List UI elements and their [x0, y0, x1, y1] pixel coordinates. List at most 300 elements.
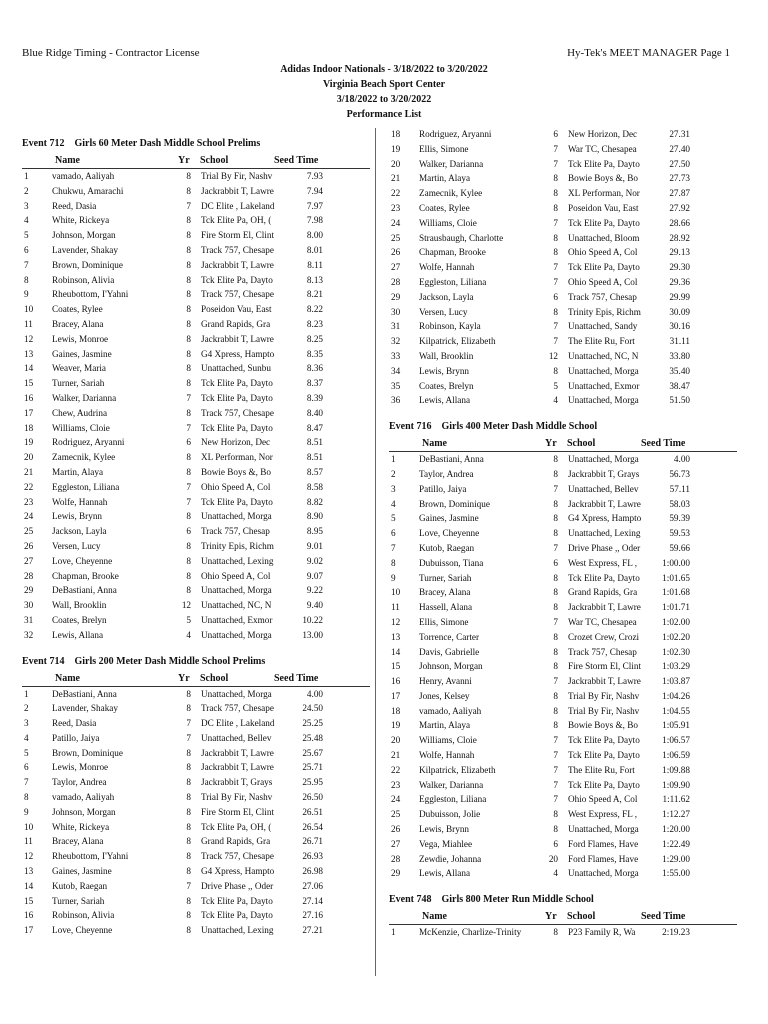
table-header	[22, 153, 370, 169]
seed-time: 27.21	[302, 925, 323, 936]
athlete-name: Lavender, Shakay	[52, 244, 118, 255]
place: 5	[391, 513, 396, 524]
year: 4	[553, 395, 558, 406]
athlete-name: Williams, Cloie	[419, 217, 477, 228]
athlete-name: Gaines, Jasmine	[419, 513, 479, 524]
year: 7	[553, 321, 558, 332]
school: Tck Elite Pa, Dayto	[568, 262, 640, 273]
table-row	[22, 509, 370, 524]
col-header-name: Name	[422, 911, 447, 923]
athlete-name: Kutob, Raegan	[52, 880, 108, 891]
table-row	[22, 302, 370, 317]
year: 8	[553, 809, 558, 820]
seed-time: 7.98	[306, 215, 323, 226]
year: 8	[186, 289, 191, 300]
table-row	[389, 467, 737, 482]
table-row	[22, 746, 370, 761]
table-row	[22, 406, 370, 421]
school: Drive Phase ,, Oder	[568, 542, 641, 553]
table-row	[389, 541, 737, 556]
school: Tck Elite Pa, Dayto	[568, 735, 640, 746]
col-header-yr: Yr	[178, 672, 190, 684]
place: 25	[24, 526, 34, 537]
year: 7	[553, 676, 558, 687]
athlete-name: Gaines, Jasmine	[52, 866, 112, 877]
seed-time: 25.71	[302, 762, 323, 773]
seed-time: 1:12.27	[662, 809, 690, 820]
seed-time: 8.57	[306, 466, 323, 477]
school: Trial By Fir, Nashv	[201, 792, 273, 803]
seed-time: 8.36	[306, 363, 323, 374]
year: 8	[186, 466, 191, 477]
table-row	[22, 184, 370, 199]
table-row	[22, 849, 370, 864]
school: Jackrabbit T, Lawre	[201, 259, 274, 270]
table-header	[389, 909, 737, 925]
place: 10	[391, 587, 401, 598]
year: 8	[186, 244, 191, 255]
athlete-name: Bracey, Alana	[52, 836, 104, 847]
place: 1	[391, 927, 396, 938]
seed-time: 8.37	[306, 378, 323, 389]
col-header-name: Name	[55, 155, 80, 166]
software-page-header: Hy-Tek's MEET MANAGER Page 1	[567, 47, 730, 59]
athlete-name: Lewis, Monroe	[52, 762, 109, 773]
place: 21	[391, 750, 401, 761]
athlete-name: Versen, Lucy	[52, 540, 101, 551]
year: 8	[186, 806, 191, 817]
school: Track 757, Chesape	[201, 407, 274, 418]
place: 14	[24, 363, 34, 374]
athlete-name: Kutob, Raegan	[419, 542, 475, 553]
athlete-name: Rheubottom, I'Yahni	[52, 851, 129, 862]
place: 17	[24, 925, 34, 936]
school: Unattached, Morga	[201, 688, 272, 699]
place: 9	[24, 806, 29, 817]
table-row	[22, 687, 370, 702]
athlete-name: DeBastiani, Anna	[52, 585, 117, 596]
table-row	[389, 571, 737, 586]
year: 8	[186, 259, 191, 270]
seed-time: 38.47	[669, 380, 690, 391]
place: 30	[24, 600, 34, 611]
athlete-name: Martin, Alaya	[419, 720, 471, 731]
place: 26	[391, 247, 401, 258]
table-row	[389, 305, 737, 320]
place: 8	[391, 557, 396, 568]
place: 5	[24, 230, 29, 241]
table-row	[389, 216, 737, 231]
school: Bowie Boys &, Bo	[568, 173, 638, 184]
right-column	[389, 127, 737, 940]
table-row	[22, 894, 370, 909]
place: 6	[24, 244, 29, 255]
col-header-seed: Seed Time	[274, 155, 319, 166]
seed-time: 25.95	[302, 777, 323, 788]
school: Jackrabbit T, Grays	[568, 468, 640, 479]
seed-time: 8.39	[306, 392, 323, 403]
place: 18	[391, 705, 401, 716]
school: Track 757, Chesape	[201, 244, 274, 255]
seed-time: 26.98	[302, 866, 323, 877]
school: Unattached, Lexing	[201, 925, 274, 936]
year: 8	[186, 274, 191, 285]
seed-time: 31.11	[669, 336, 690, 347]
athlete-name: Wall, Brooklin	[52, 600, 107, 611]
athlete-name: Coates, Rylee	[52, 304, 103, 315]
year: 8	[553, 927, 558, 938]
school: Unattached, Morga	[568, 454, 639, 465]
date-range: 3/18/2022 to 3/20/2022	[336, 94, 432, 105]
year: 7	[186, 718, 191, 729]
table-row	[22, 213, 370, 228]
table-row	[22, 199, 370, 214]
seed-time: 1:06.59	[662, 750, 690, 761]
year: 8	[553, 602, 558, 613]
table-row	[22, 317, 370, 332]
seed-time: 2:19.23	[662, 927, 690, 938]
table-row	[389, 704, 737, 719]
year: 8	[186, 348, 191, 359]
athlete-name: Turner, Sariah	[52, 378, 105, 389]
table-row	[389, 201, 737, 216]
place: 17	[391, 690, 401, 701]
place: 29	[391, 868, 401, 879]
athlete-name: Rodriguez, Aryanni	[419, 129, 492, 139]
school: West Express, FL ,	[568, 557, 638, 568]
school: DC Elite , Lakeland	[201, 718, 275, 729]
seed-time: 9.07	[306, 570, 323, 581]
year: 6	[553, 557, 558, 568]
year: 7	[186, 880, 191, 891]
year: 8	[186, 762, 191, 773]
athlete-name: Jackson, Layla	[419, 291, 474, 302]
col-header-school: School	[200, 155, 229, 166]
seed-time: 24.50	[302, 703, 323, 714]
year: 8	[186, 570, 191, 581]
table-row	[389, 792, 737, 807]
year: 8	[186, 821, 191, 832]
table-row	[389, 689, 737, 704]
seed-time: 1:03.87	[662, 676, 690, 687]
place: 22	[391, 188, 401, 199]
table-row	[22, 480, 370, 495]
seed-time: 25.48	[302, 732, 323, 743]
event-number: Event 716	[389, 421, 432, 433]
col-header-seed: Seed Time	[274, 672, 319, 684]
event-number: Event 712	[22, 138, 65, 149]
seed-time: 8.00	[306, 230, 323, 241]
school: Unattached, Morga	[201, 511, 272, 522]
year: 8	[186, 703, 191, 714]
school: Tck Elite Pa, Dayto	[201, 378, 273, 389]
athlete-name: Zewdie, Johanna	[419, 853, 482, 864]
year: 8	[553, 232, 558, 243]
table-row	[389, 556, 737, 571]
place: 10	[24, 304, 34, 315]
table-row	[389, 349, 737, 364]
seed-time: 8.82	[306, 496, 323, 507]
place: 6	[24, 762, 29, 773]
table-row	[22, 731, 370, 746]
table-row	[22, 583, 370, 598]
seed-time: 1:55.00	[662, 868, 690, 879]
place: 21	[24, 466, 34, 477]
athlete-name: Bracey, Alana	[419, 587, 471, 598]
seed-time: 33.80	[669, 350, 690, 361]
table-row	[389, 127, 737, 142]
table-row	[22, 879, 370, 894]
year: 7	[553, 158, 558, 169]
year: 8	[186, 836, 191, 847]
athlete-name: Wall, Brooklin	[419, 350, 474, 361]
year: 8	[553, 454, 558, 465]
year: 8	[553, 528, 558, 539]
event-title	[389, 893, 737, 907]
place: 25	[391, 809, 401, 820]
event-number: Event 714	[22, 655, 65, 667]
athlete-name: Wolfe, Hannah	[419, 750, 475, 761]
athlete-name: White, Rickeya	[52, 821, 110, 832]
school: Fire Storm El, Clint	[201, 230, 274, 241]
table-row	[389, 718, 737, 733]
school: XL Performan, Nor	[201, 452, 273, 463]
year: 6	[553, 291, 558, 302]
table-row	[389, 852, 737, 867]
table-row	[389, 497, 737, 512]
athlete-name: Johnson, Morgan	[52, 806, 116, 817]
seed-time: 25.67	[302, 747, 323, 758]
place: 31	[24, 614, 34, 625]
col-header-yr: Yr	[545, 911, 557, 923]
seed-time: 58.03	[669, 498, 690, 509]
athlete-name: Turner, Sariah	[419, 572, 472, 583]
col-header-name: Name	[55, 672, 80, 684]
school: Unattached, Exmor	[568, 380, 640, 391]
year: 4	[186, 629, 191, 640]
year: 8	[186, 777, 191, 788]
table-row	[22, 347, 370, 362]
event-name: Girls 200 Meter Dash Middle School Prelims	[74, 655, 266, 667]
event-title	[22, 655, 370, 669]
athlete-name: Rodriguez, Aryanni	[52, 437, 125, 448]
school: Ohio Speed A, Col	[201, 481, 271, 492]
place: 12	[24, 333, 34, 344]
place: 10	[24, 821, 34, 832]
athlete-name: Lewis, Brynn	[52, 511, 103, 522]
year: 7	[553, 764, 558, 775]
seed-time: 1:05.91	[662, 720, 690, 731]
table-row	[22, 820, 370, 835]
spacer	[389, 881, 737, 889]
school: Trinity Epis, Richm	[568, 306, 641, 317]
seed-time: 1:06.57	[662, 735, 690, 746]
seed-time: 30.16	[669, 321, 690, 332]
school: Tck Elite Pa, Dayto	[568, 750, 640, 761]
seed-time: 8.90	[306, 511, 323, 522]
table-header	[22, 671, 370, 687]
place: 28	[391, 853, 401, 864]
seed-time: 29.13	[669, 247, 690, 258]
school: Tck Elite Pa, Dayto	[201, 422, 273, 433]
school: P23 Family R, Wa	[568, 927, 636, 938]
place: 15	[24, 895, 34, 906]
school: Jackrabbit T, Lawre	[201, 185, 274, 196]
athlete-name: Zamecnik, Kylee	[52, 452, 116, 463]
school: Unattached, Bloom	[568, 232, 640, 243]
place: 6	[391, 528, 396, 539]
seed-time: 1:01.68	[662, 587, 690, 598]
place: 24	[391, 217, 401, 228]
seed-time: 27.87	[669, 188, 690, 199]
year: 8	[553, 661, 558, 672]
athlete-name: Eggleston, Liliana	[52, 481, 120, 492]
table-row	[22, 834, 370, 849]
table-row	[22, 524, 370, 539]
seed-time: 8.01	[306, 244, 323, 255]
seed-time: 30.09	[669, 306, 690, 317]
year: 4	[553, 868, 558, 879]
athlete-name: Turner, Sariah	[52, 895, 105, 906]
table-row	[389, 925, 737, 940]
school: Jackrabbit T, Grays	[201, 777, 273, 788]
athlete-name: Williams, Cloie	[419, 735, 477, 746]
school: Unattached, NC, N	[201, 600, 272, 611]
year: 7	[553, 542, 558, 553]
place: 22	[391, 764, 401, 775]
seed-time: 1:22.49	[662, 838, 690, 849]
table-row	[389, 393, 737, 408]
athlete-name: Walker, Darianna	[52, 392, 117, 403]
athlete-name: White, Rickeya	[52, 215, 110, 226]
seed-time: 8.58	[306, 481, 323, 492]
seed-time: 29.99	[669, 291, 690, 302]
table-row	[22, 391, 370, 406]
school: Jackrabbit T, Lawre	[201, 747, 274, 758]
place: 24	[391, 794, 401, 805]
place: 4	[24, 732, 29, 743]
place: 9	[391, 572, 396, 583]
place: 20	[391, 735, 401, 746]
place: 17	[24, 407, 34, 418]
place: 7	[24, 259, 29, 270]
seed-time: 1:03.29	[662, 661, 690, 672]
seed-time: 28.92	[669, 232, 690, 243]
year: 8	[186, 333, 191, 344]
athlete-name: Brown, Dominique	[52, 259, 123, 270]
athlete-name: Torrence, Carter	[419, 631, 480, 642]
school: Jackrabbit T, Lawre	[568, 676, 641, 687]
athlete-name: Johnson, Morgan	[419, 661, 483, 672]
year: 7	[186, 422, 191, 433]
event-number: Event 748	[389, 894, 432, 906]
athlete-name: vamado, Aaliyah	[52, 792, 115, 803]
school: Unattached, Morga	[568, 365, 639, 376]
place: 28	[391, 276, 401, 287]
table-row	[389, 600, 737, 615]
license-header: Blue Ridge Timing - Contractor License	[22, 47, 200, 59]
table-row	[22, 228, 370, 243]
school: Tck Elite Pa, OH, (	[201, 215, 272, 226]
school: Jackrabbit T, Lawre	[201, 333, 274, 344]
year: 6	[186, 437, 191, 448]
seed-time: 8.25	[306, 333, 323, 344]
school: Ford Flames, Have	[568, 838, 639, 849]
athlete-name: Reed, Dasia	[52, 718, 97, 729]
year: 8	[553, 468, 558, 479]
year: 8	[186, 318, 191, 329]
table-row	[22, 716, 370, 731]
athlete-name: Robinson, Kayla	[419, 321, 481, 332]
place: 11	[24, 318, 33, 329]
table-row	[389, 659, 737, 674]
place: 5	[24, 747, 29, 758]
year: 8	[186, 747, 191, 758]
school: Crozet Crew, Crozi	[568, 631, 640, 642]
school: Ford Flames, Have	[568, 853, 639, 864]
place: 20	[24, 452, 34, 463]
athlete-name: Dubuisson, Jolie	[419, 809, 481, 820]
athlete-name: Williams, Cloie	[52, 422, 110, 433]
school: Drive Phase ,, Oder	[201, 880, 274, 891]
place: 27	[24, 555, 34, 566]
year: 8	[553, 631, 558, 642]
table-row	[389, 157, 737, 172]
athlete-name: Kilpatrick, Elizabeth	[419, 336, 496, 347]
athlete-name: Kilpatrick, Elizabeth	[419, 764, 496, 775]
table-row	[389, 334, 737, 349]
athlete-name: Ellis, Simone	[419, 143, 469, 154]
seed-time: 1:04.55	[662, 705, 690, 716]
place: 3	[24, 718, 29, 729]
school: Unattached, Morga	[201, 629, 272, 640]
school: Unattached, NC, N	[568, 350, 639, 361]
school: Trial By Fir, Nashv	[568, 705, 640, 716]
place: 15	[24, 378, 34, 389]
table-row	[389, 866, 737, 881]
year: 8	[186, 555, 191, 566]
year: 8	[186, 792, 191, 803]
school: Tck Elite Pa, Dayto	[568, 158, 640, 169]
seed-time: 8.11	[307, 259, 323, 270]
school: G4 Xpress, Hampto	[201, 348, 275, 359]
col-header-school: School	[567, 911, 596, 923]
athlete-name: Lewis, Brynn	[419, 365, 470, 376]
athlete-name: Ellis, Simone	[419, 616, 469, 627]
seed-time: 29.36	[669, 276, 690, 287]
seed-time: 8.35	[306, 348, 323, 359]
school: Unattached, Morga	[568, 395, 639, 406]
school: Fire Storm El, Clint	[201, 806, 274, 817]
school: Trial By Fir, Nashv	[568, 690, 640, 701]
place: 13	[24, 866, 34, 877]
table-row	[22, 775, 370, 790]
athlete-name: Johnson, Morgan	[52, 230, 116, 241]
table-row	[22, 376, 370, 391]
seed-time: 8.51	[306, 437, 323, 448]
seed-time: 10.22	[302, 614, 323, 625]
year: 8	[553, 202, 558, 213]
place: 13	[391, 631, 401, 642]
athlete-name: Walker, Darianna	[419, 779, 484, 790]
year: 7	[553, 735, 558, 746]
athlete-name: Wolfe, Hannah	[419, 262, 475, 273]
table-row	[22, 760, 370, 775]
year: 8	[553, 513, 558, 524]
athlete-name: Chew, Audrina	[52, 407, 108, 418]
year: 5	[186, 614, 191, 625]
school: West Express, FL ,	[568, 809, 638, 820]
